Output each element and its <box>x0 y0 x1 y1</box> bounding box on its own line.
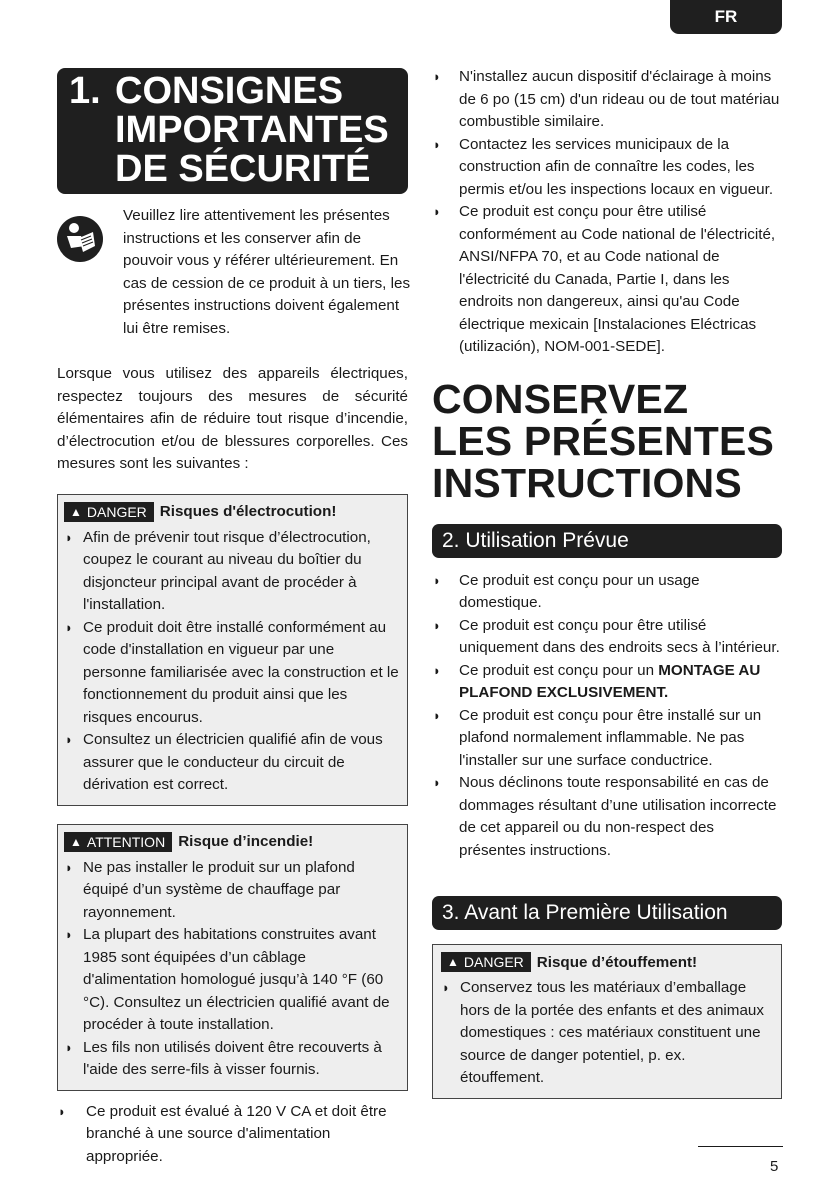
bullet-icon: ◗ <box>58 1103 66 1119</box>
danger-badge: ▲ DANGER <box>441 952 531 972</box>
list-item: ◗ Ce produit est conçu pour être utilisé uniquement dans des endroits secs à l’intérieur. <box>433 616 780 656</box>
bullet-icon: ◗ <box>65 1039 73 1055</box>
safety-paragraph: Lorsque vous utilisez des appareils électriques, respectez toujours des mesures de sécurité élémentaires afin de réduire tout risque d’incendie, d’électrocution et/ou de blessures corporelles. Ces mesures sont les suivantes : <box>57 365 408 472</box>
bullet-icon: ◗ <box>433 662 441 678</box>
list-item: ◗ Ce produit est conçu pour un MONTAGE AU PLAFOND EXCLUSIVEMENT. <box>433 661 761 701</box>
left-bottom-list <box>57 1101 408 1169</box>
warning-icon: ▲ <box>70 504 82 519</box>
danger-title: Risque d’étouffement! <box>536 953 698 971</box>
intro-text: Veuillez lire attentivement les présentes instructions et les conserver afin de pouvoir vous y référer ultérieurement. En cas de cession de ce produit à un tiers, les présentes instructions doivent également lui être remises. <box>123 207 411 337</box>
danger-electrocution-box <box>57 494 408 806</box>
list-item: ◗ N'installez aucun dispositif d'éclairage à moins de 6 po (15 cm) d'un rideau ou de tout matériau combustible similaire. <box>433 68 780 130</box>
bullet-icon: ◗ <box>65 529 73 545</box>
bullet-icon: ◗ <box>65 732 73 747</box>
right-top-list <box>432 66 782 359</box>
bullet-icon: ◗ <box>65 619 73 635</box>
list-item: ◗ Ce produit est conçu pour être utilisé conformément au Code national de l'électricité, ANSI/NFPA 70, et au Code national de l'électricité du Canada, Partie I, dans les endroits non dangereux, ainsi qu'au Code électrique mexicain [Instalaciones Eléctricas (utilización), NOM-001-SEDE]. <box>433 203 776 355</box>
section-1-title <box>57 68 408 194</box>
intro-block <box>57 205 411 355</box>
list-item: ◗ Ce produit est conçu pour un usage domestique. <box>433 571 700 611</box>
section-1-heading: CONSIGNES IMPORTANTES DE SÉCURITÉ <box>115 70 389 190</box>
section-2-title: 2. Utilisation Prévue <box>432 524 782 558</box>
ceiling-only-emphasis: MONTAGE AU PLAFOND EXCLUSIVEMENT. <box>459 661 761 701</box>
language-tab: FR <box>670 0 782 34</box>
bullet-icon: ◗ <box>433 69 441 84</box>
conserve-instructions-title: CONSERVEZ LES PRÉSENTES INSTRUCTIONS <box>432 375 775 506</box>
list-item: ◗ Ce produit est évalué à 120 V CA et doit être branché à une source d'alimentation appropriée. <box>58 1102 387 1165</box>
list-item: ◗ Les fils non utilisés doivent être recouverts à l'aide des serre-fils à visser fournis. <box>65 1038 382 1078</box>
attention-title: Risque d’incendie! <box>178 833 314 850</box>
bullet-icon: ◗ <box>65 859 73 875</box>
footer-rule <box>698 1146 783 1147</box>
section-1-number: 1. <box>69 70 101 112</box>
right-column <box>432 66 782 1099</box>
bullet-icon: ◗ <box>433 775 441 790</box>
list-item: ◗ Ce produit est conçu pour être installé sur un plafond normalement inflammable. Ne pas l'installer sur une surface conductrice. <box>433 706 762 769</box>
left-column <box>57 68 411 1168</box>
danger-suffocation-box <box>432 944 782 1099</box>
bullet-icon: ◗ <box>433 572 441 588</box>
read-manual-icon <box>57 216 103 262</box>
bullet-icon: ◗ <box>433 617 441 633</box>
list-item: ◗ Consultez un électricien qualifié afin de vous assurer que le conducteur du circuit de dérivation est correct. <box>65 731 383 793</box>
warning-icon: ▲ <box>447 955 459 969</box>
warning-icon: ▲ <box>70 834 82 849</box>
bullet-icon: ◗ <box>433 136 441 152</box>
section-3-title: 3. Avant la Première Utilisation <box>432 896 782 930</box>
list-item: ◗ Nous déclinons toute responsabilité en cas de dommages résultant d’une utilisation incorrecte de cet appareil ou du non-respect des présentes instructions. <box>433 774 777 859</box>
list-item: ◗ Contactez les services municipaux de la construction afin de connaître les codes, les permis et/ou les inspections locaux en vigueur. <box>433 135 774 198</box>
list-item: ◗ Ne pas installer le produit sur un plafond équipé d’un système de chauffage par rayonnement. <box>65 858 355 921</box>
page-number: 5 <box>770 1158 779 1175</box>
bullet-icon: ◗ <box>65 927 73 942</box>
list-item: ◗ Afin de prévenir tout risque d’électrocution, coupez le courant au niveau du boîtier du disjoncteur principal avant de procéder à l'installation. <box>65 528 371 613</box>
bullet-icon: ◗ <box>433 707 441 723</box>
bullet-icon: ◗ <box>433 204 441 219</box>
attention-fire-box <box>57 824 408 1091</box>
danger-title: Risques d'électrocution! <box>159 503 337 520</box>
danger-badge: ▲ DANGER <box>64 502 154 522</box>
bullet-icon: ◗ <box>442 980 450 995</box>
list-item: ◗ Conservez tous les matériaux d’emballage hors de la portée des enfants et des animaux domestiques : ces matériaux constituent une source de danger potentiel, p. ex. étouffement. <box>442 979 764 1086</box>
section-2-list <box>432 570 782 863</box>
list-item: ◗ Ce produit doit être installé conformément au code d'installation en vigueur par une personne familiarisée avec la construction et le fonctionnement du produit ainsi que les risques encourus. <box>65 618 399 726</box>
list-item: ◗ La plupart des habitations construites avant 1985 sont équipées d’un câblage d'alimentation homologué jusqu’à 140 °F (60 °C). Consultez un électricien qualifié avant de procéder à toute installation. <box>65 926 390 1033</box>
attention-badge: ▲ ATTENTION <box>64 832 172 852</box>
